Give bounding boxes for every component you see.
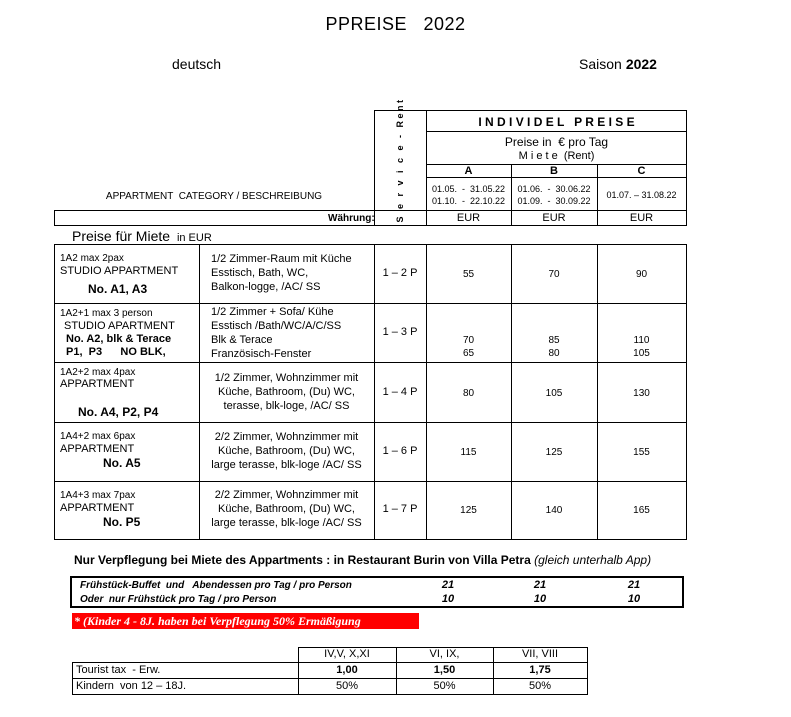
prices-section-unit: in EUR — [176, 232, 212, 244]
row-persons: 1 – 6 P — [382, 445, 418, 457]
row-unit-numbers: No. A5 — [103, 456, 141, 470]
row-category-type: APPARTMENT — [60, 502, 135, 514]
season-year: 2022 — [625, 56, 657, 72]
meals-row-1-b: 21 — [533, 579, 547, 591]
miete-rent: M i e t e (Rent) — [518, 150, 595, 162]
prices-per-day: Preise in € pro Tag — [504, 135, 609, 149]
tax-row-1-c: 1,75 — [529, 664, 551, 676]
row-price-c: 110 — [633, 335, 650, 346]
meals-row-2-b: 10 — [533, 593, 547, 605]
row-unit-numbers-2: P1, P3 NO BLK, — [66, 346, 166, 358]
row-category-code: 1A2+1 max 3 person — [60, 308, 153, 319]
row-price-c: 130 — [633, 388, 650, 399]
tax-row-1-label: Tourist tax - Erw. — [76, 664, 161, 676]
season-a-dates-2: 01.10. - 22.10.22 — [431, 196, 506, 206]
row-desc-3: large terasse, blk-loge /AC/ SS — [211, 517, 362, 529]
meals-row-2-a: 10 — [441, 593, 455, 605]
meals-heading-note: (gleich unterhalb App) — [534, 553, 652, 567]
season-b-dates-1: 01.06. - 30.06.22 — [517, 184, 591, 194]
row-price-b: 105 — [545, 388, 563, 399]
row-price-a: 55 — [462, 269, 475, 280]
row-price-c: 155 — [633, 447, 650, 458]
row-category-code: 1A2 max 2pax — [60, 253, 124, 264]
category-label: APPARTMENT CATEGORY / BESCHREIBUNG — [105, 191, 323, 202]
row-desc-2: Küche, Bathroom, (Du) WC, — [218, 386, 355, 398]
row-desc-2: Esstisch /Bath/WC/A/C/SS — [211, 320, 342, 332]
season-b-dates-2: 01.09. - 30.09.22 — [517, 196, 591, 206]
tax-header-3: VII, VIII — [521, 648, 559, 660]
row-persons: 1 – 3 P — [382, 326, 418, 338]
currency-b: EUR — [542, 212, 566, 224]
row-category-type: APPARTMENT — [60, 443, 135, 455]
prices-section-label: Preise für Miete — [72, 228, 171, 244]
row-price-a: 70 — [462, 335, 475, 346]
season-code-a: A — [464, 165, 473, 177]
row-unit-numbers: No. P5 — [103, 515, 141, 529]
row-desc-3: Balkon-logge, /AC/ SS — [211, 281, 321, 293]
tax-row-1-a: 1,00 — [336, 664, 358, 676]
season-text: Saison — [579, 56, 622, 72]
children-discount-note: * (Kinder 4 - 8J. haben bei Verpflegung 50% Ermäßigung — [72, 613, 419, 629]
row-price-c: 90 — [635, 269, 648, 280]
row-desc-1: 1/2 Zimmer + Sofa/ Kühe — [211, 306, 334, 318]
meals-row-1-a: 21 — [441, 579, 455, 591]
tax-header-2: VI, IX, — [429, 648, 460, 660]
row-price-b: 125 — [545, 447, 563, 458]
row-desc-1: 2/2 Zimmer, Wohnzimmer mit — [214, 489, 359, 501]
season-label — [579, 56, 657, 72]
row-desc-3: large terasse, blk-loge /AC/ SS — [211, 459, 362, 471]
row-desc-3: terasse, blk-loge, /AC/ SS — [223, 400, 350, 412]
row-price-c-2: 105 — [633, 348, 650, 359]
row-price-b-2: 80 — [548, 348, 560, 359]
season-code-c: C — [637, 165, 646, 177]
row-unit-numbers: No. A1, A3 — [88, 282, 148, 296]
meals-row-1-c: 21 — [627, 579, 641, 591]
row-desc-1: 2/2 Zimmer, Wohnzimmer mit — [214, 431, 359, 443]
tax-row-2-b: 50% — [433, 680, 456, 692]
season-c-dates-1: 01.07. – 31.08.22 — [606, 190, 677, 200]
row-category-type: APPARTMENT — [60, 378, 135, 390]
row-persons: 1 – 4 P — [382, 386, 418, 398]
service-rent-header: S e r v i c e - Rent — [395, 97, 405, 223]
row-category-code: 1A2+2 max 4pax — [60, 367, 136, 378]
row-desc-2: Küche, Bathroom, (Du) WC, — [218, 445, 355, 457]
row-category-type: STUDIO APARTMENT — [64, 320, 175, 332]
meals-row-1-label: Frühstück-Buffet und Abendessen pro Tag / pro Person — [80, 580, 352, 591]
currency-c: EUR — [629, 212, 654, 224]
row-desc-3: Blk & Terace — [211, 334, 273, 346]
row-category-code: 1A4+3 max 7pax — [60, 490, 136, 501]
individual-prices-header: I N D I V I D E L P R E I S E — [478, 115, 635, 129]
row-category-code: 1A4+2 max 6pax — [60, 431, 136, 442]
row-price-b: 140 — [545, 505, 563, 516]
row-persons: 1 – 7 P — [382, 503, 418, 515]
season-code-b: B — [550, 165, 558, 177]
meals-row-2-c: 10 — [627, 593, 641, 605]
row-desc-1: 1/2 Zimmer-Raum mit Küche — [211, 253, 352, 265]
row-desc-1: 1/2 Zimmer, Wohnzimmer mit — [214, 372, 359, 384]
row-price-a: 80 — [462, 388, 475, 399]
row-price-a: 115 — [460, 447, 477, 458]
row-price-a: 125 — [460, 505, 477, 516]
season-a-dates-1: 01.05. - 31.05.22 — [431, 184, 506, 194]
row-category-type: STUDIO APPARTMENT — [60, 265, 179, 277]
row-price-a-2: 65 — [462, 348, 475, 359]
row-persons: 1 – 2 P — [382, 267, 418, 279]
meals-heading-text: Nur Verpflegung bei Miete des Appartments : in Restaurant Burin von Villa Petra — [74, 553, 531, 567]
page-title: PPREISE 2022 — [325, 14, 466, 34]
currency-a: EUR — [456, 212, 481, 224]
row-desc-2: Küche, Bathroom, (Du) WC, — [218, 503, 355, 515]
row-desc-4: Französisch-Fenster — [211, 348, 312, 360]
tax-row-2-c: 50% — [528, 680, 552, 692]
tax-row-2-label: Kindern von 12 – 18J. — [76, 680, 187, 692]
tax-row-1-b: 1,50 — [433, 664, 456, 676]
row-unit-numbers: No. A2, blk & Terace — [66, 333, 172, 345]
currency-label: Währung: — [328, 213, 375, 224]
meals-row-2-label: Oder nur Frühstück pro Tag / pro Person — [80, 594, 277, 605]
tax-row-2-a: 50% — [335, 680, 359, 692]
row-price-b: 85 — [548, 335, 560, 346]
language-label: deutsch — [172, 56, 222, 72]
prices-section-title — [72, 229, 212, 246]
row-desc-2: Esstisch, Bath, WC, — [211, 267, 309, 279]
row-price-b: 70 — [548, 269, 560, 280]
row-unit-numbers: No. A4, P2, P4 — [78, 405, 159, 419]
row-price-c: 165 — [633, 505, 650, 516]
tax-header-1: IV,V, X,XI — [324, 648, 370, 660]
meals-heading — [74, 553, 651, 567]
